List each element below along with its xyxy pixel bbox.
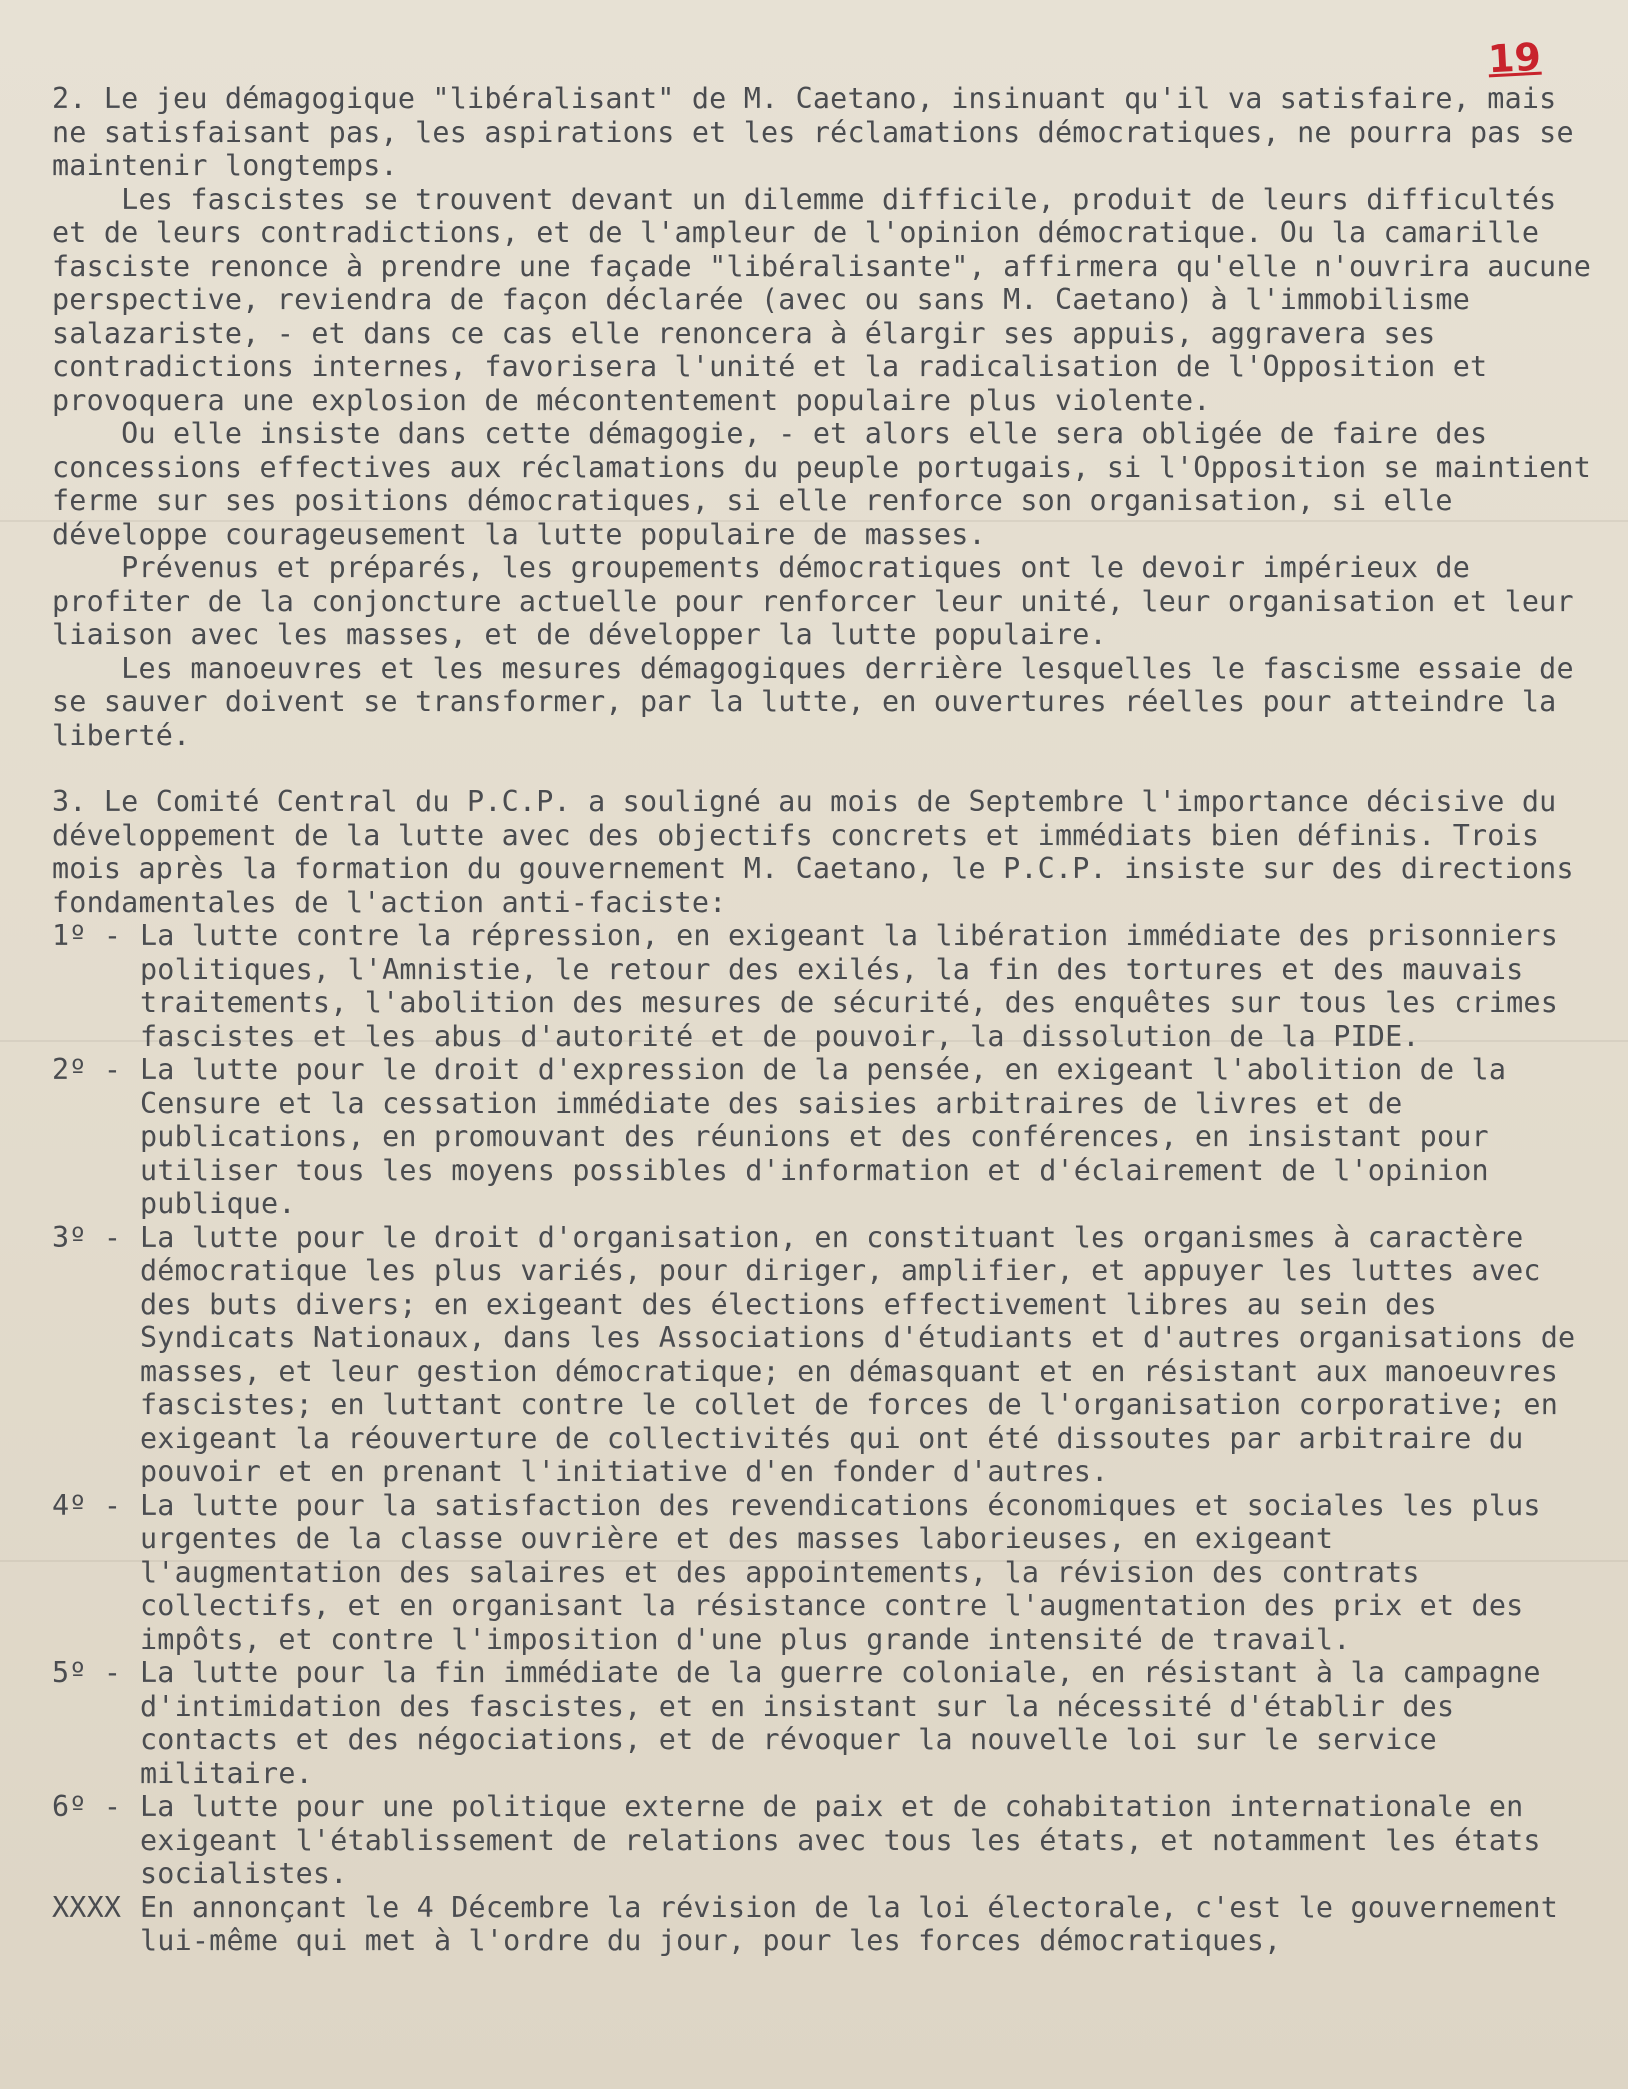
list-item-marker: XXXX xyxy=(52,1890,122,1924)
list-item xyxy=(52,1053,1592,1221)
list-item xyxy=(52,1221,1592,1489)
page-number: 19 xyxy=(1486,34,1543,82)
section-3-intro: 3. Le Comité Central du P.C.P. a souligné au mois de Septembre l'importance décisive du développement de la lutte avec des objectifs concrets et immédiats bien définis. Trois mois après la formation du gouvernement M. Caetano, le P.C.P. insiste sur des directions fondamentales de l'action anti-faciste: xyxy=(52,785,1592,919)
list-item-text: La lutte pour la fin immédiate de la guerre coloniale, en résistant à la campagne d'intimidation des fascistes, et en insistant sur la nécessité d'établir des contacts et des négociations, et de révoquer la nouvelle loi sur le service militaire. xyxy=(140,1656,1558,1790)
list-item-marker: 1º - xyxy=(52,919,122,952)
list-item-marker: 3º - xyxy=(52,1220,122,1254)
list-item-marker: 4º - xyxy=(52,1488,122,1522)
section-gap xyxy=(52,752,1592,785)
list-item-text: La lutte contre la répression, en exigeant la libération immédiate des prisonniers politiques, l'Amnistie, le retour des exilés, la fin des tortures et des mauvais traitements, l'abolition des mesures de sécurité, des enquêtes sur tous les crimes fascistes et les abus d'autorité et de pouvoir, la dissolution de la PIDE. xyxy=(140,919,1576,1053)
list-item-marker: 5º - xyxy=(52,1656,122,1689)
list-item-text: La lutte pour le droit d'expression de la pensée, en exigeant l'abolition de la Censure et la cessation immédiate des saisies arbitraires de livres et de publications, en promouvant des réunions et des conférences, en insistant pour utiliser tous les moyens possibles d'information et d'éclairement de l'opinion publique. xyxy=(140,1053,1524,1220)
section-2-paragraph: Les fascistes se trouvent devant un dilemme difficile, produit de leurs difficultés et de leurs contradictions, et de l'ampleur de l'opinion démocratique. Ou la camarille fasciste renonce à prendre une façade "libéralisante", affirmera qu'elle n'ouvrira aucune perspective, reviendra de façon déclarée (avec ou sans M. Caetano) à l'immobilisme salazariste, - et dans ce cas elle renoncera à élargir ses appuis, aggravera ses contradictions internes, favorisera l'unité et la radicalisation de l'Opposition et provoquera une explosion de mécontentement populaire plus violente. xyxy=(52,182,1609,417)
list-item-text: La lutte pour le droit d'organisation, en constituant les organismes à caractère démocratique les plus variés, pour diriger, amplifier, et appuyer les luttes avec des buts divers; en exigeant des élections effectivement libres au sein des Syndicats Nationaux, dans les Associations d'étudiants et d'autres organisations de masses, et leur gestion démocratique; en démasquant et en résistant aux manoeuvres fascistes; en luttant contre le collet de forces de l'organisation corporative; en exigeant la réouverture de collectivités qui ont été dissoutes par arbitraire du pouvoir et en prenant l'initiative d'en fonder d'autres. xyxy=(140,1220,1593,1488)
list-item xyxy=(52,919,1592,1053)
list-item-text: La lutte pour une politique externe de paix et de cohabitation internationale en exigeant l'établissement de relations avec tous les états, et notamment les états socialistes. xyxy=(140,1790,1558,1890)
list-item xyxy=(52,1891,1592,1958)
list-item-text: La lutte pour la satisfaction des revendications économiques et sociales les plus urgentes de la classe ouvrière et des masses laborieuses, en exigeant l'augmentation des salaires et des appointements, la révision des contrats collectifs, et en organisant la résistance contre l'augmentation des prix et des impôts, et contre l'imposition d'une plus grande intensité de travail. xyxy=(140,1488,1558,1656)
section-2-paragraph: Les manoeuvres et les mesures démagogiques derrière lesquelles le fascisme essaie de se sauver doivent se transformer, par la lutte, en ouvertures réelles pour atteindre la liberté. xyxy=(52,651,1592,752)
section-2-paragraph: Prévenus et préparés, les groupements démocratiques ont le devoir impérieux de profiter de la conjoncture actuelle pour renforcer leur unité, leur organisation et leur liaison avec les masses, et de développer la lutte populaire. xyxy=(52,551,1592,651)
list-item-text: En annonçant le 4 Décembre la révision de la loi électorale, c'est le gouvernement lui-même qui met à l'ordre du jour, pour les forces démocratiques, xyxy=(140,1890,1576,1957)
section-2-paragraph: Ou elle insiste dans cette démagogie, - et alors elle sera obligée de faire des concessions effectives aux réclamations du peuple portugais, si l'Opposition se maintient ferme sur ses positions démocratiques, si elle renforce son organisation, si elle développe courageusement la lutte populaire de masses. xyxy=(52,417,1609,551)
list-item xyxy=(52,1489,1592,1657)
typewritten-text xyxy=(52,82,1609,1958)
list-item xyxy=(52,1790,1592,1891)
list-item-marker: 2º - xyxy=(52,1053,122,1086)
list-item-marker: 6º - xyxy=(52,1790,122,1823)
list-item xyxy=(52,1656,1592,1790)
section-2-paragraph: 2. Le jeu démagogique "libéralisant" de M. Caetano, insinuant qu'il va satisfaire, mais ne satisfaisant pas, les aspirations et les réclamations démocratiques, ne pourra pas se maintenir longtemps. xyxy=(52,82,1592,182)
